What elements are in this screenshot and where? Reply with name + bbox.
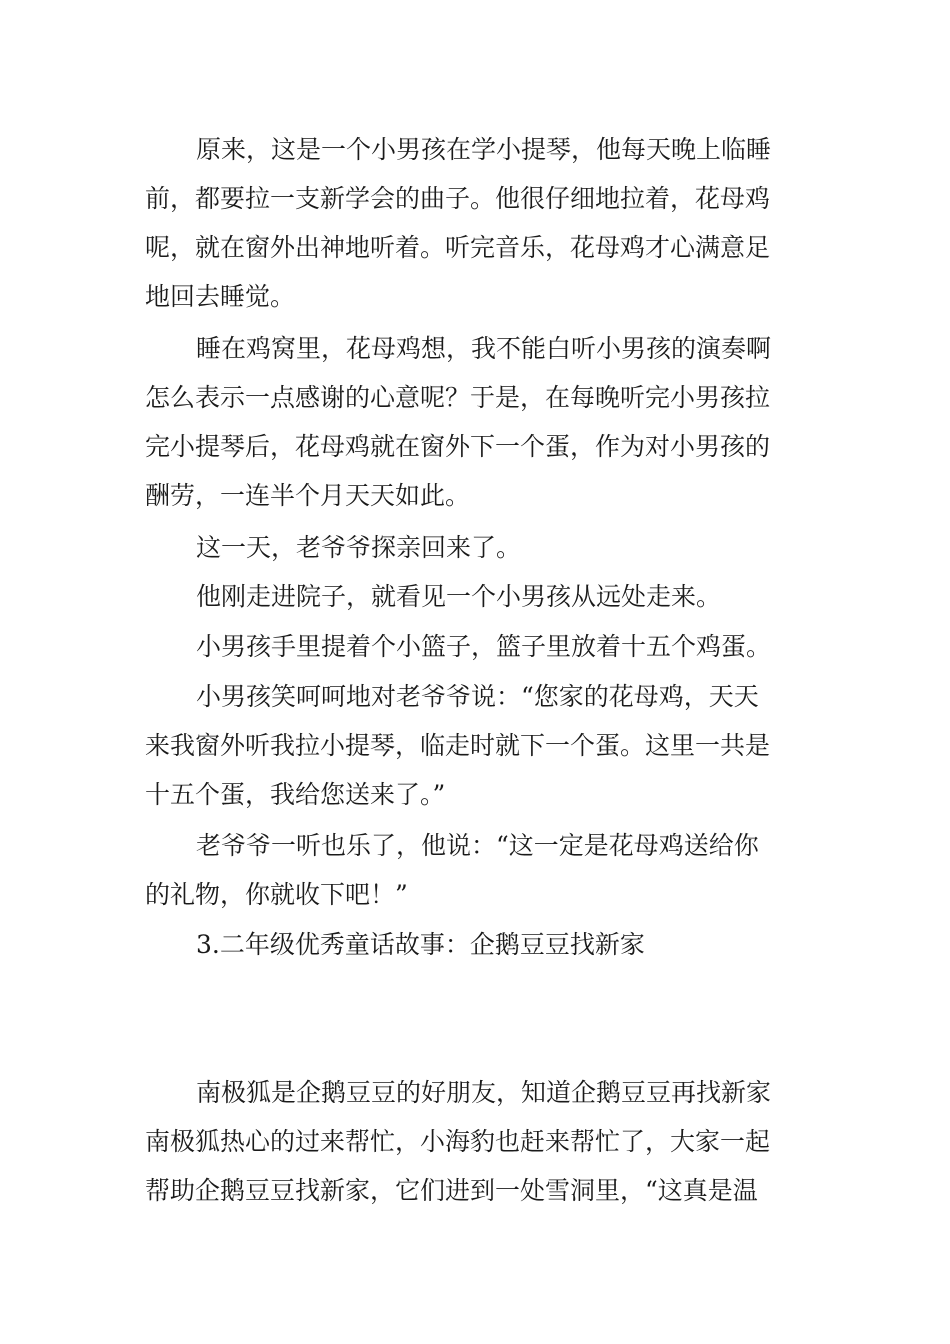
section-heading: 3.二年级优秀童话故事：企鹅豆豆找新家 bbox=[196, 930, 645, 959]
text-line: 他刚走进院子，就看见一个小男孩从远处走来。 bbox=[196, 582, 722, 611]
text-line: 十五个蛋，我给您送来了。” bbox=[145, 780, 446, 809]
text-line: 这一天，老爷爷探亲回来了。 bbox=[196, 533, 522, 562]
text-line: 南极狐热心的过来帮忙，小海豹也赶来帮忙了，大家一起 bbox=[145, 1127, 771, 1156]
text-line: 怎么表示一点感谢的心意呢？于是，在每晚听完小男孩拉 bbox=[145, 383, 771, 412]
text-line: 完小提琴后，花母鸡就在窗外下一个蛋，作为对小男孩的 bbox=[145, 432, 771, 461]
text-line: 前，都要拉一支新学会的曲子。他很仔细地拉着，花母鸡 bbox=[145, 184, 771, 213]
text-line: 呢，就在窗外出神地听着。听完音乐，花母鸡才心满意足 bbox=[145, 233, 771, 262]
text-line: 睡在鸡窝里，花母鸡想，我不能白听小男孩的演奏啊 bbox=[196, 334, 772, 363]
text-line: 小男孩手里提着个小篮子，篮子里放着十五个鸡蛋。 bbox=[196, 632, 772, 661]
text-line: 南极狐是企鹅豆豆的好朋友，知道企鹅豆豆再找新家 bbox=[196, 1078, 772, 1107]
text-line: 酬劳，一连半个月天天如此。 bbox=[145, 481, 471, 510]
text-line: 小男孩笑呵呵地对老爷爷说：“您家的花母鸡，天天 bbox=[196, 682, 759, 711]
text-line: 来我窗外听我拉小提琴，临走时就下一个蛋。这里一共是 bbox=[145, 731, 771, 760]
text-line: 地回去睡觉。 bbox=[145, 282, 296, 311]
text-line: 帮助企鹅豆豆找新家，它们进到一处雪洞里，“这真是温 bbox=[145, 1176, 758, 1205]
text-line: 老爷爷一听也乐了，他说：“这一定是花母鸡送给你 bbox=[196, 831, 759, 860]
text-line: 原来，这是一个小男孩在学小提琴，他每天晚上临睡 bbox=[196, 135, 772, 164]
text-line: 的礼物，你就收下吧！” bbox=[145, 880, 408, 909]
